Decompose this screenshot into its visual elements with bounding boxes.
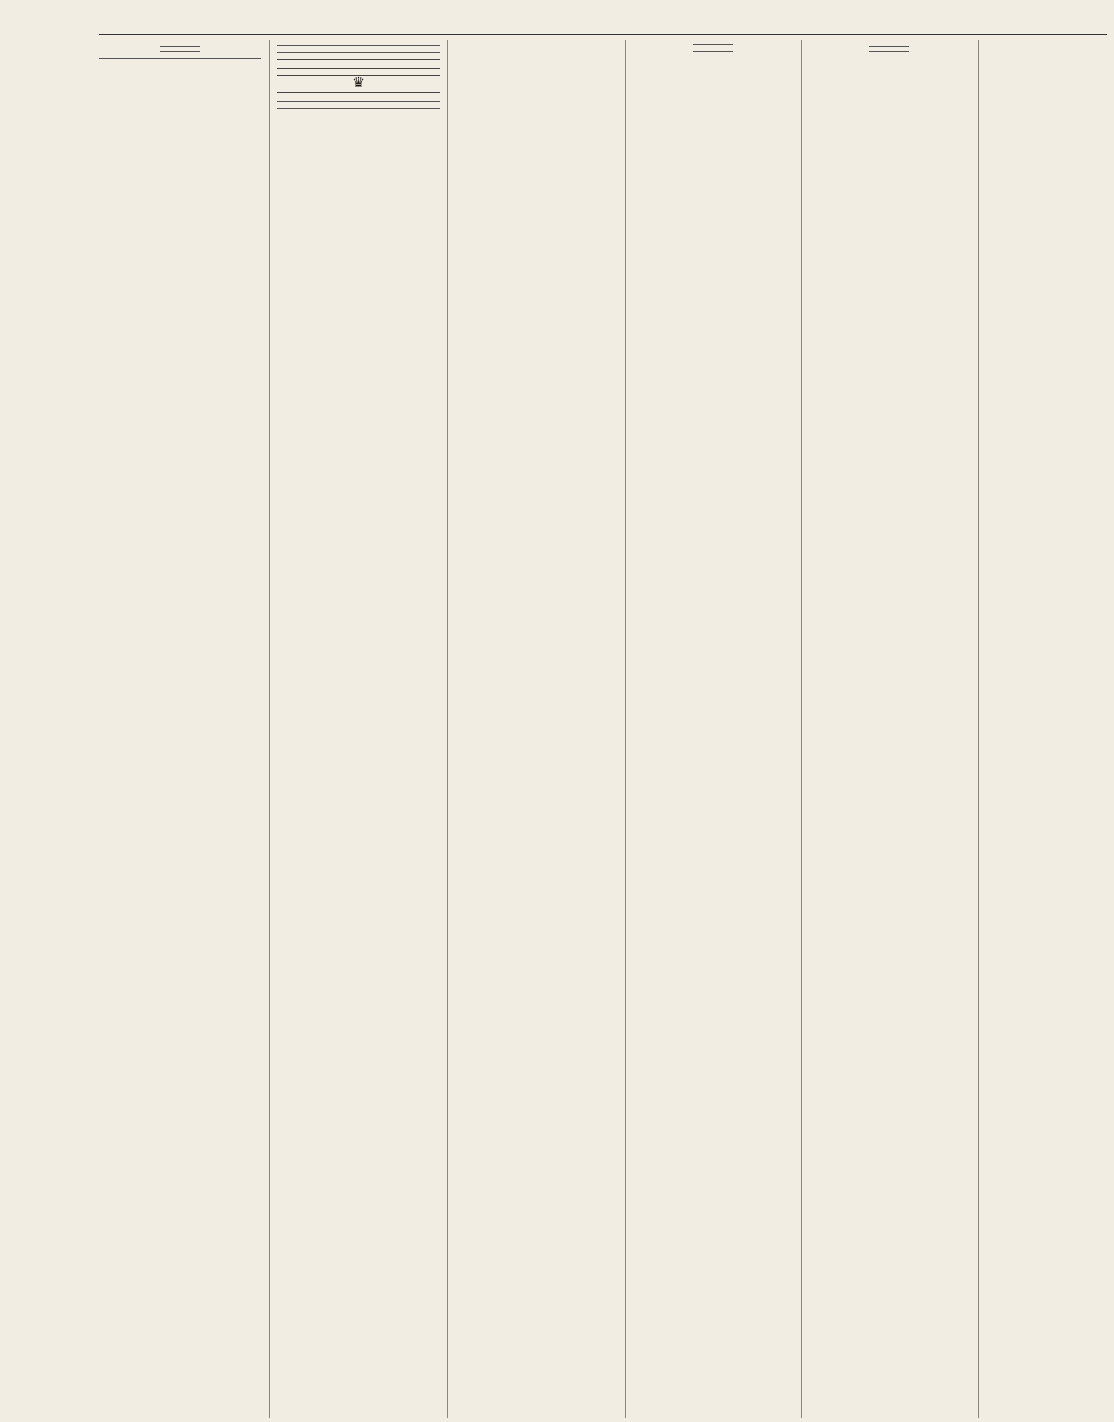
column-rule (978, 40, 979, 1418)
column-4 (632, 40, 794, 1418)
column-6 (985, 40, 1114, 1418)
column-2 (277, 40, 440, 1418)
divider (277, 45, 440, 46)
divider (869, 46, 909, 47)
divider (693, 51, 733, 52)
advert-reay (277, 59, 440, 69)
column-5 (808, 40, 970, 1418)
column-rule (625, 40, 626, 1418)
divider (160, 51, 200, 52)
column-rule (447, 40, 448, 1418)
column-1 (99, 40, 261, 1418)
divider (277, 101, 440, 102)
divider (693, 44, 733, 45)
divider (277, 108, 440, 109)
divider (277, 52, 440, 53)
divider (160, 46, 200, 47)
masthead-rule (99, 34, 1107, 35)
crown-icon: ♛ (352, 76, 365, 91)
divider (99, 58, 261, 59)
advert-coach (277, 75, 440, 93)
column-rule (801, 40, 802, 1418)
divider (869, 51, 909, 52)
column-3 (455, 40, 617, 1418)
column-rule (269, 40, 270, 1418)
